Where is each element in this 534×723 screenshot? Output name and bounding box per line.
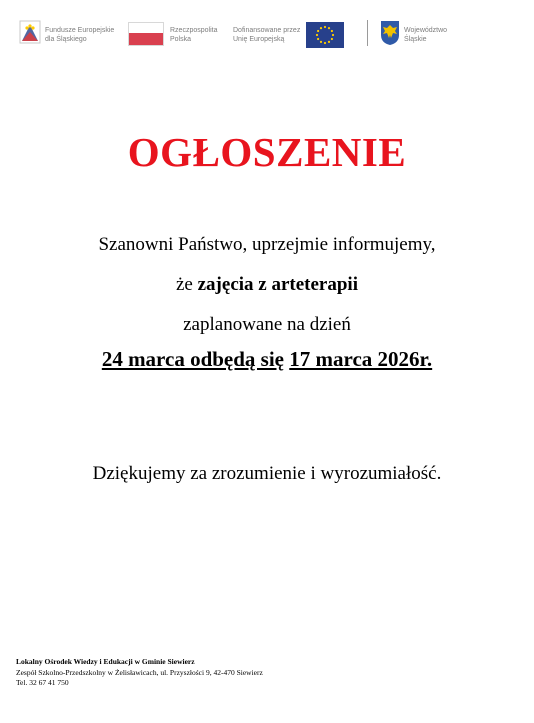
eu-flag-icon: [306, 22, 344, 48]
line-2-bold: zajęcia z arteterapii: [197, 274, 358, 295]
sl-logo-text: [404, 27, 447, 44]
eu-cofinancing-logo: [233, 22, 344, 48]
footer: [16, 657, 263, 689]
fe-emblem-icon: [19, 20, 41, 44]
logo-separator: [367, 20, 368, 46]
logo-header: [0, 0, 534, 60]
rzeczpospolita-polska-logo: [128, 22, 217, 46]
announcement-line-2: [0, 273, 534, 297]
original-date-text: 24 marca odbędą się: [101, 347, 285, 371]
fe-logo-text-line1: Fundusze Europejskie: [45, 27, 115, 34]
rp-logo-text-line2: Polska: [170, 35, 192, 43]
announcement-date-change: [0, 347, 534, 371]
rp-logo-text-line1: Rzeczpospolita: [170, 27, 218, 34]
rp-logo-text: [170, 27, 217, 44]
ue-logo-text-line2: Unię Europejską: [233, 35, 285, 43]
announcement-title: OGŁOSZENIE: [127, 129, 407, 175]
footer-phone: Tel. 32 67 41 750: [16, 678, 69, 687]
announcement-line-3: zaplanowane na dzień: [183, 314, 351, 335]
footer-organization: Lokalny Ośrodek Wiedzy i Edukacji w Gminie Siewierz: [16, 657, 195, 666]
polish-flag-icon: [128, 22, 164, 46]
line-2-prefix: że: [176, 274, 198, 295]
fundusze-europejskie-logo: [19, 20, 114, 44]
ue-logo-text: [233, 27, 300, 44]
sl-logo-text-line2: Śląskie: [404, 35, 427, 43]
fe-logo-text: [45, 27, 114, 44]
wojewodztwo-slaskie-logo: [367, 20, 447, 46]
sl-logo-text-line1: Województwo: [404, 27, 448, 34]
fe-logo-text-line2: dla Śląskiego: [45, 35, 87, 43]
ue-logo-text-line1: Dofinansowane przez: [233, 27, 301, 34]
announcement-thanks: Dziękujemy za zrozumienie i wyrozumiałość.: [92, 463, 442, 484]
slaskie-eagle-icon: [380, 20, 400, 46]
announcement-line-1: Szanowni Państwo, uprzejmie informujemy,: [98, 234, 436, 255]
new-date-text: 17 marca 2026r.: [289, 347, 433, 371]
footer-address: Zespół Szkolno-Przedszkolny w Żelisławicach, ul. Przyszłości 9, 42-470 Siewierz: [16, 667, 263, 677]
